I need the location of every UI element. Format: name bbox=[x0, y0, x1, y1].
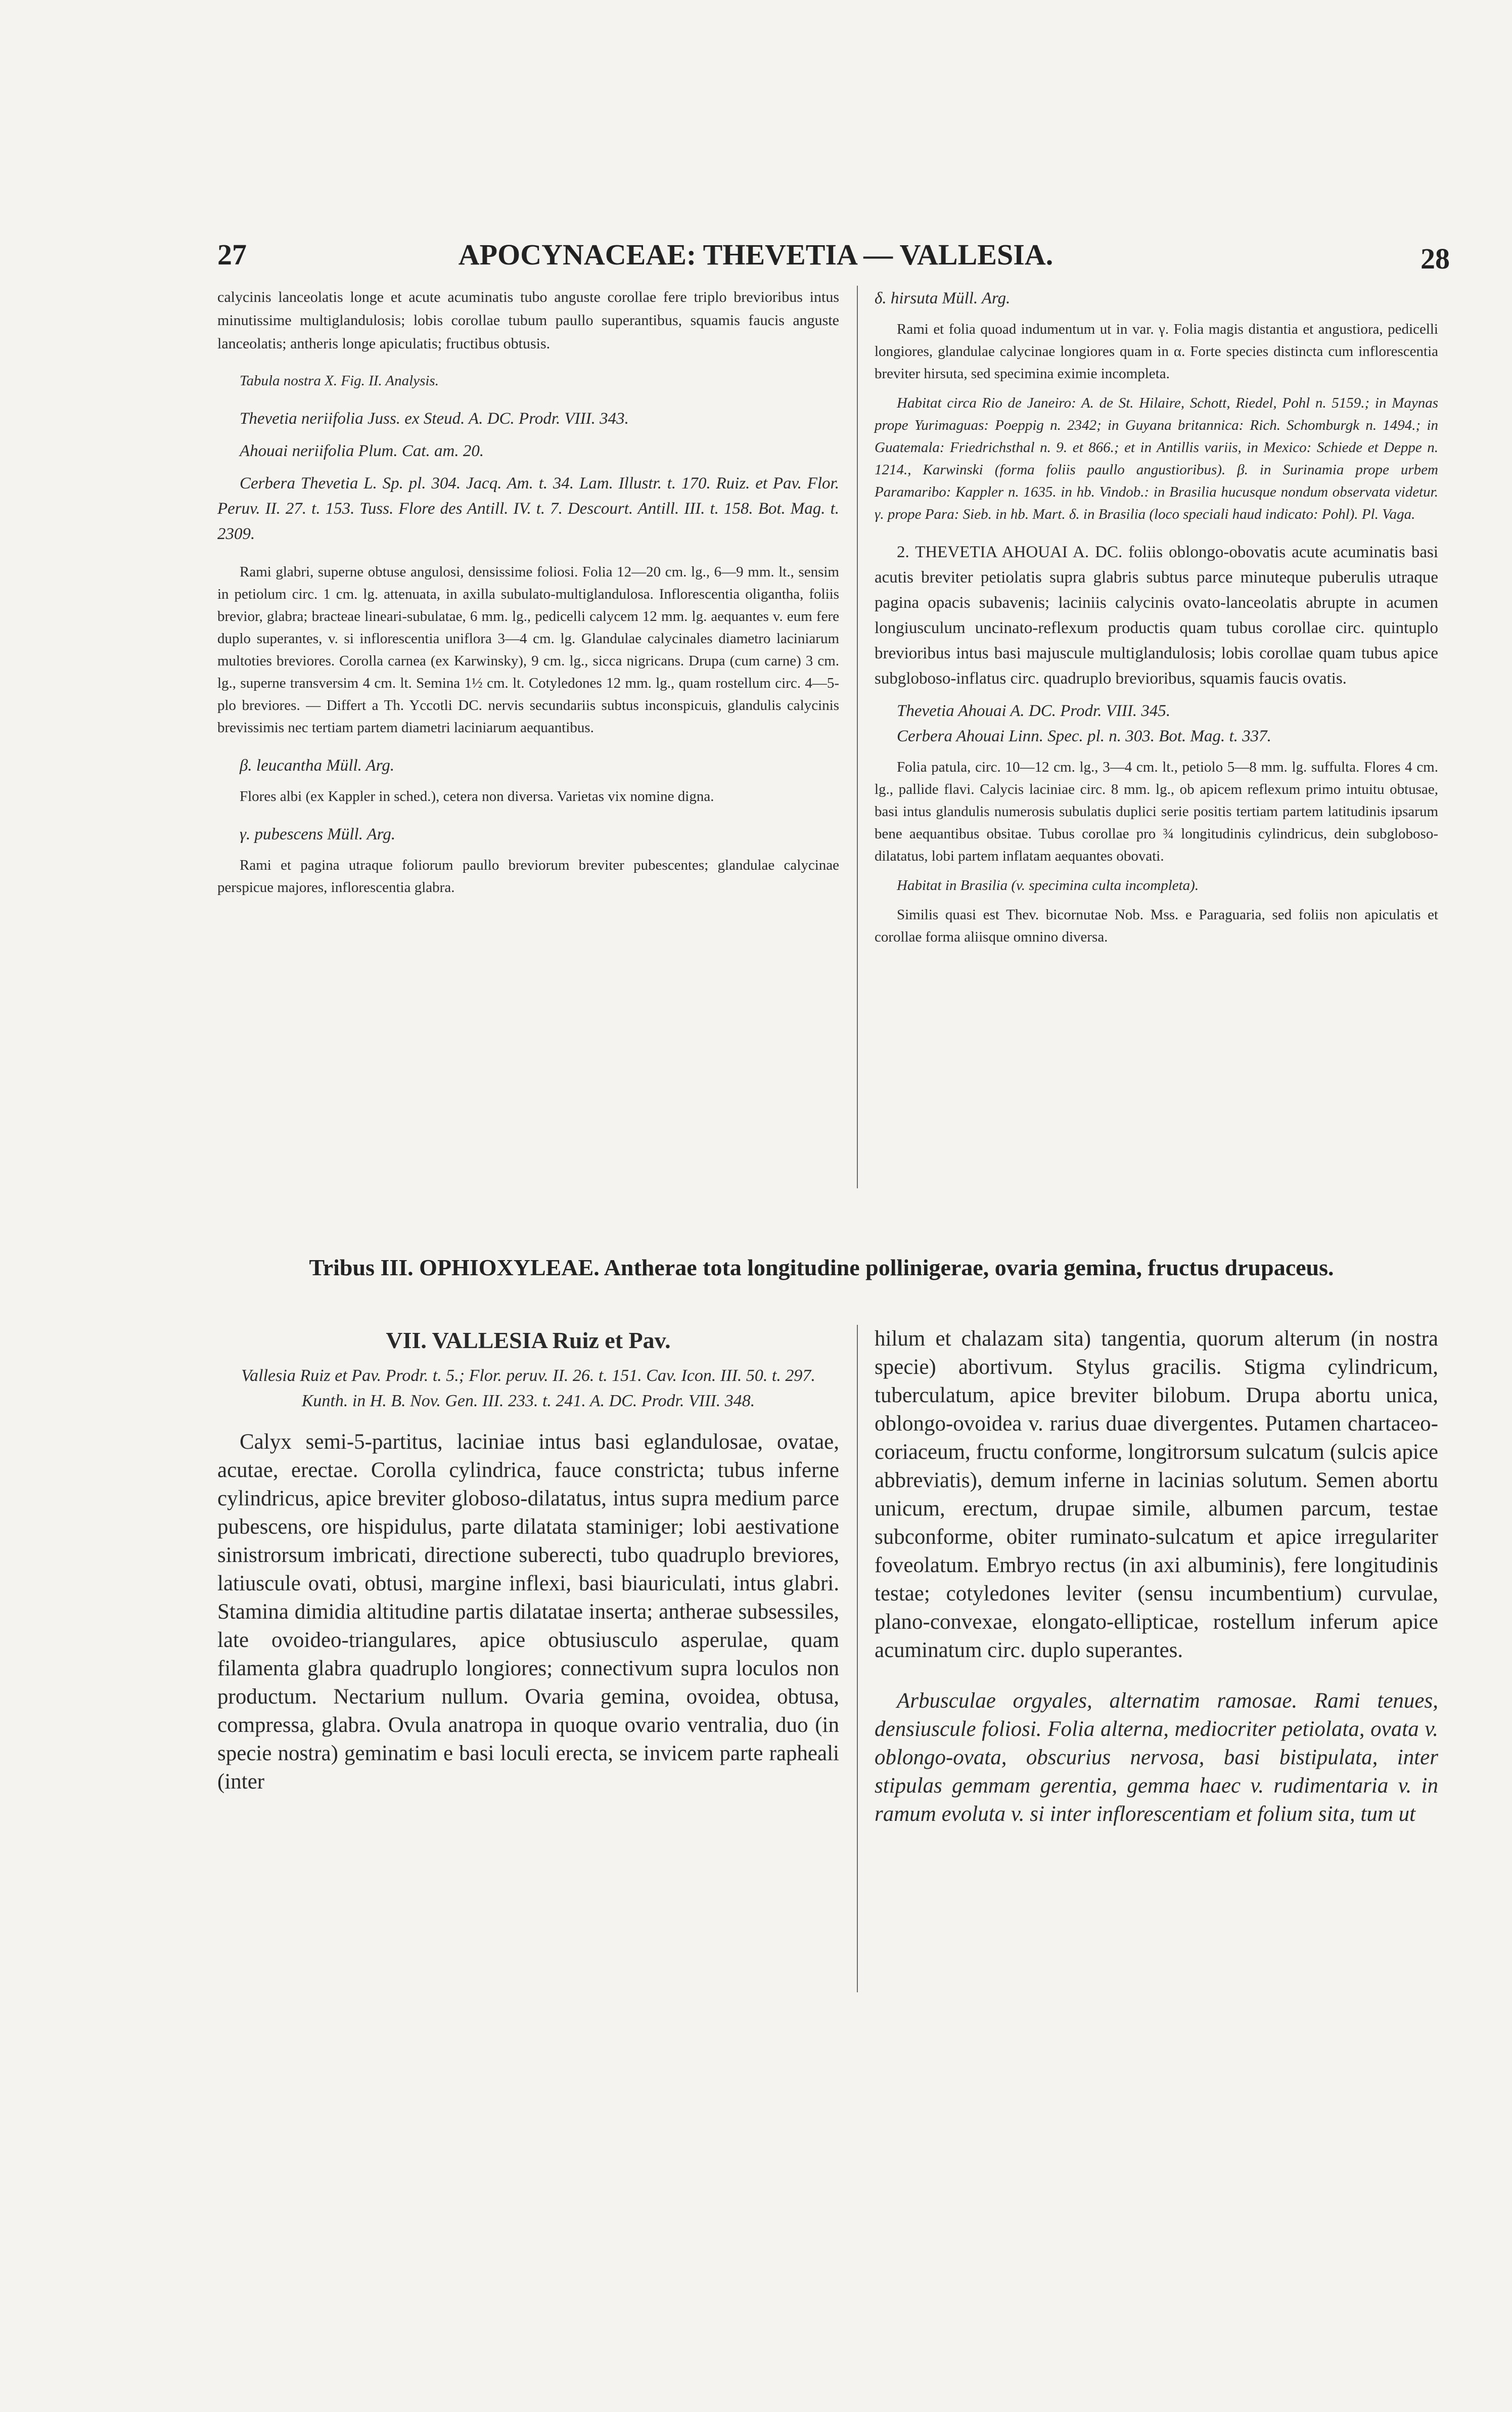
similis-note: Similis quasi est Thev. bicornutae Nob. Mss. e Paraguaria, sed foliis non apiculatis et corollae forma aliisque omnino diversa. bbox=[875, 907, 1438, 945]
page-number-left: 27 bbox=[217, 238, 247, 271]
left-top-column bbox=[217, 286, 839, 899]
species-2-synonym-2: Cerbera Ahouai Linn. Spec. pl. n. 303. Bot. Mag. t. 337. bbox=[897, 727, 1271, 745]
page-number-right: 28 bbox=[1421, 242, 1450, 275]
species-2-synonym-1: Thevetia Ahouai A. DC. Prodr. VIII. 345. bbox=[897, 702, 1171, 720]
habitat-thevetia-ahouai: Habitat in Brasilia (v. specimina culta incompleta). bbox=[897, 877, 1199, 894]
right-top-column bbox=[875, 286, 1438, 948]
genus-habit: Arbusculae orgyales, alternatim ramosae. Rami tenues, densiuscule foliosi. Folia alterna, mediocriter petiolata, ovata v. oblongo-ovata, obscurius nervosa, basi bistipulata, inter stipulas gemmam gerentia, gemma haec v. rudimentaria v. in ramum evoluta v. si inter inflorescentiam et folium sita, tum ut bbox=[875, 1689, 1438, 1826]
species-description: Rami glabri, superne obtuse angulosi, densissime foliosi. Folia 12—20 cm. lg., 6—9 mm. lt., sensim in petiolum circ. 1 cm. lg. attenuata, in axilla subulato-multiglandulosa. Inflorescentia oligantha, foliis brevior, glabra; bracteae lineari-subulatae, 6 mm. lg., pedicelli calycem 12 mm. lg. aequantes v. eum fere duplo superantes, v. si inflorescentia uniflora 3—4 cm. lg. Glandulae calycinales diametro laciniarum multoties breviores. Corolla carnea (ex Karwinsky), 9 cm. lg., sicca nigricans. Drupa (cum carne) 3 cm. lg., superne transversim 4 cm. lt. Semina 1½ cm. lt. Cotyledones 12 mm. lg., quam rostellum circ. 4—5-plo breviores. — Differt a Th. Yccotli DC. nervis secundariis subtus inconspicuis, glandulis calycinis brevissimis nec tertiam partem diametri laciniarum aequantibus. bbox=[217, 564, 839, 736]
right-bottom-column bbox=[875, 1325, 1438, 1828]
genus-description-continued: hilum et chalazam sita) tangentia, quorum alterum (in nostra specie) abortivum. Stylus gracilis. Stigma cylindricum, tuberculatum, apice breviter bilobum. Drupa abortu unica, oblongo-ovoidea v. rarius duae divergentes. Putamen chartaceo-coriaceum, fructu conforme, longitrorsum sulcatum (sulcis apice abbreviatis), demum inferne in lacinias solutum. Semen abortu unicum, erectum, drupae simile, albumen parcum, testae subconforme, obiter ruminato-sulcatum et apice irregulariter foveolatum. Embryo rectus (in axi albuminis), fere longitudinis testae; cotyledones leviter (sensu incumbentium) curvulae, plano-convexae, elongato-ellipticae, rostellum inferum apice acuminatum circ. duplo superantes. bbox=[875, 1327, 1438, 1662]
synonym-3: Cerbera Thevetia L. Sp. pl. 304. Jacq. Am. t. 34. Lam. Illustr. t. 170. Ruiz. et Pav. Flor. Peruv. II. 27. t. 153. Tuss. Flore des Antill. IV. t. 7. Descourt. Antill. III. t. 158. Bot. Mag. t. 2309. bbox=[217, 474, 839, 543]
left-bottom-column bbox=[217, 1325, 839, 1796]
variety-beta-text: Flores albi (ex Kappler in sched.), cetera non diversa. Varietas vix nomine digna. bbox=[240, 788, 714, 805]
species-2-diagnosis: 2. THEVETIA AHOUAI A. DC. foliis oblongo-obovatis acute acuminatis basi acutis breviter petiolatis supra glabris subtus parce minuteque puberulis utraque pagina opacis subavenis; laciniis calycinis ovato-lanceolatis abrupte in acumen longiusculum uncinato-reflexum productis quam tubus corollae circ. quintuplo brevioribus intus basi majuscule multiglandulosis; lobis corollae quam tubus apice subgloboso-inflatus circ. quadruplo brevioribus, squamis faucis ovatis. bbox=[875, 543, 1438, 688]
running-title: APOCYNACEAE: THEVETIA — VALLESIA. bbox=[458, 238, 1053, 271]
synonym-1: Thevetia neriifolia Juss. ex Steud. A. DC. Prodr. VIII. 343. bbox=[240, 410, 629, 428]
variety-delta-title: δ. hirsuta Müll. Arg. bbox=[875, 289, 1011, 307]
variety-delta-text: Rami et folia quoad indumentum ut in var. γ. Folia magis distantia et angustiora, pedicelli longiores, glandulae calycinae longiores quam in α. Forte species distincta cum inflorescentia breviter hirsuta, sed specimina eximie incompleta. bbox=[875, 321, 1438, 382]
plate-reference: Tabula nostra X. Fig. II. Analysis. bbox=[240, 373, 439, 389]
description-continued: calycinis lanceolatis longe et acute acuminatis tubo anguste corollae fere triplo brevioribus intus minutissime multiglandulosis; lobis corollae tubum paullo superantibus, squamis faucis anguste lanceolatis; antheris longe apiculatis; fructibus obtusis. bbox=[217, 289, 839, 352]
genus-references: Vallesia Ruiz et Pav. Prodr. t. 5.; Flor. peruv. II. 26. t. 151. Cav. Icon. III. 50. t. 297. Kunth. in H. B. Nov. Gen. III. 233. t. 241. A. DC. Prodr. VIII. 348. bbox=[241, 1366, 815, 1410]
synonym-2: Ahouai neriifolia Plum. Cat. am. 20. bbox=[240, 442, 484, 460]
column-divider-top bbox=[857, 286, 858, 1188]
genus-title: VII. VALLESIA Ruiz et Pav. bbox=[386, 1327, 671, 1353]
variety-beta-title: β. leucantha Müll. Arg. bbox=[240, 756, 395, 775]
variety-gamma-title: γ. pubescens Müll. Arg. bbox=[240, 825, 396, 843]
variety-gamma-text: Rami et pagina utraque foliorum paullo breviorum breviter pubescentes; glandulae calycinae perspicue majores, inflorescentia glabra. bbox=[217, 857, 839, 896]
genus-description: Calyx semi-5-partitus, laciniae intus basi eglandulosae, ovatae, acutae, erectae. Corolla cylindrica, fauce constricta; tubus inferne cylindricus, apice breviter globoso-dilatatus, intus supra medium parce pubescens, ore hispidulus, parte dilatata staminiger; lobi aestivatione sinistrorsum imbricati, directione suberecti, tubo quadruplo breviores, latiuscule ovati, obtusi, margine inflexi, basi biauriculati, intus glabri. Stamina dimidia altitudine partis dilatatae inserta; antherae subsessiles, late ovoideo-triangulares, apice obtusiusculo asperulae, quam filamenta glabra quadruplo longiores; connectivum supra loculos non productum. Nectarium nullum. Ovaria gemina, ovoidea, obtusa, compressa, glabra. Ovula anatropa in quoque ovario ventralia, duo (in specie nostra) geminatim e basi loculi erecta, se invicem parte rapheali (inter bbox=[217, 1430, 839, 1794]
habitat-thevetia-neriifolia: Habitat circa Rio de Janeiro: A. de St. Hilaire, Schott, Riedel, Pohl n. 5159.; in Maynas prope Yurimaguas: Poeppig n. 2342; in Guyana britannica: Rich. Schomburgk n. 1494.; in Guatemala: Friedrichsthal n. 9. et 866.; et in Antillis variis, in Mexico: Schiede et Deppe n. 1214., Karwinski (forma foliis paullo angustioribus). β. in Surinamia prope urbem Paramaribo: Kappler n. 1635. in hb. Vindob.: in Brasilia hucusque nondum observata videtur. γ. prope Para: Sieb. in hb. Mart. δ. in Brasilia (loco speciali haud indicato: Pohl). Pl. Vaga. bbox=[875, 395, 1438, 522]
species-2-description: Folia patula, circ. 10—12 cm. lg., 3—4 cm. lt., petiolo 5—8 mm. lg. suffulta. Flores 4 cm. lg., pallide flavi. Calycis laciniae circ. 8 mm. lg., ob apicem reflexum primo intuitu obtusae, basi intus glandulis numerosis subulatis duplici serie positis tertiam partem latitudinis ipsarum bene aequantibus obsitae. Tubus corollae pro ¾ longitudinis cylindricus, dein subgloboso-dilatatus, lobi partem inflatam aequantes obovati. bbox=[875, 759, 1438, 864]
column-divider-bottom bbox=[857, 1325, 858, 1992]
tribus-heading: Tribus III. OPHIOXYLEAE. Antherae tota longitudine pollinigerae, ovaria gemina, fructus drupaceus. bbox=[309, 1255, 1334, 1280]
